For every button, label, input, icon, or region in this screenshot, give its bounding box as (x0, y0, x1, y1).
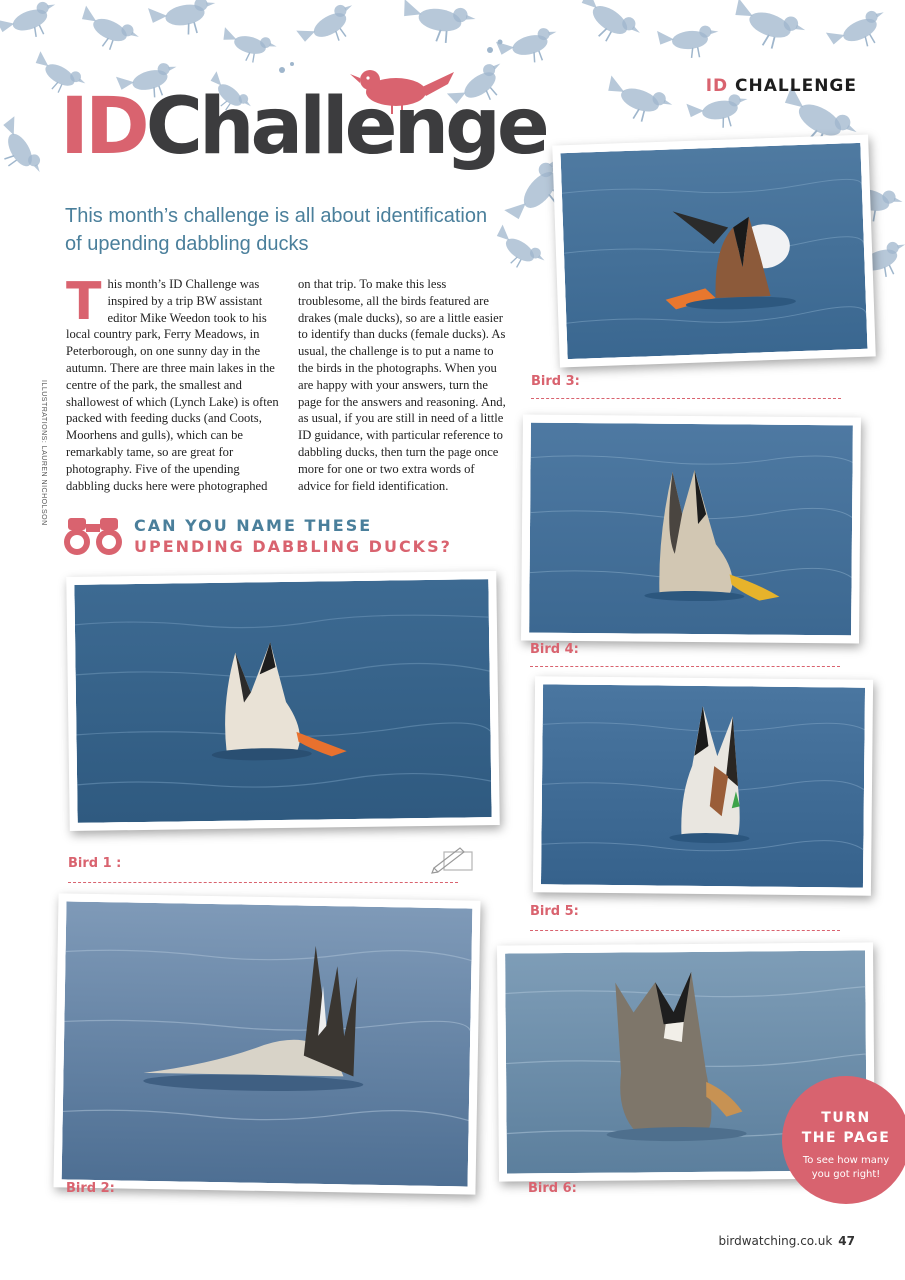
bird-6-label: Bird 6: (528, 1181, 577, 1196)
section-tag-id: ID (705, 76, 729, 96)
bird-3-answer-line (531, 398, 841, 399)
title-challenge: Challenge (145, 82, 546, 172)
drop-cap: T (66, 272, 102, 332)
bird-1-answer-line (68, 882, 458, 883)
bird-3-label: Bird 3: (531, 374, 580, 389)
title-id: ID (60, 82, 146, 172)
bird-1-label: Bird 1 : (68, 856, 122, 871)
bird-4-label: Bird 4: (530, 642, 579, 657)
bird-4-answer-line (530, 666, 840, 667)
binoculars-icon (62, 516, 124, 561)
badge-line-4: you got right! (811, 1169, 881, 1180)
page-number: 47 (838, 1234, 855, 1248)
bird-4-photo (521, 415, 861, 644)
question-line-2: UPENDING DABBLING DUCKS? (134, 537, 452, 556)
bird-5-photo (533, 676, 873, 896)
badge-line-2: THE PAGE (801, 1130, 891, 1146)
question-heading (134, 515, 452, 557)
turn-the-page-badge (782, 1076, 905, 1204)
section-tag (706, 76, 857, 96)
page-title (60, 82, 546, 172)
footer-site: birdwatching.co.uk (718, 1234, 833, 1248)
bird-3-photo (552, 135, 876, 368)
illustration-credit: ILLUSTRATIONS: LAUREN NICHOLSON (40, 380, 47, 526)
badge-line-1: TURN (821, 1110, 871, 1126)
badge-line-3: To see how many (802, 1155, 890, 1166)
question-line-1: CAN YOU NAME THESE (134, 516, 373, 535)
intro-text-1: his month’s ID Challenge was inspired by a trip BW assistant editor Mike Weedon took to his local country park, Ferry Meadows, in Peterborough, on one sunny day in the autumn. There are three main lakes in the centre of the park, the smallest and shallowest of which (Lynch Lake) is often packed with feeding ducks (and Coots, Moorhens and gulls), which can be remarkably tame, so are great for photography. Five of the upending dabbling ducks here were photographed (66, 277, 279, 493)
intro-column-2: on that trip. To make this less troublesome, all the birds featured are drakes (male ducks), so are a little easier to identify than ducks (female ducks). As usual, the challenge is to put a name to the birds in the photographs. When you are happy with your answers, turn the page for the answers and reasoning. And, as usual, if you are still in need of a little ID guidance, with particular reference to dabbling ducks, then turn the page once more for one or two extra words of advice for field identification. (298, 277, 506, 493)
bird-5-label: Bird 5: (530, 904, 579, 919)
pen-icon (430, 842, 476, 879)
bird-2-label: Bird 2: (66, 1181, 115, 1196)
page-footer (718, 1234, 855, 1248)
bird-1-photo (66, 571, 500, 831)
section-tag-rest: CHALLENGE (728, 76, 857, 96)
intro-column-1 (66, 272, 282, 494)
intro-subtitle: This month’s challenge is all about identification of upending dabbling ducks (65, 205, 488, 255)
bird-2-photo (53, 893, 480, 1194)
bird-5-answer-line (530, 930, 840, 931)
